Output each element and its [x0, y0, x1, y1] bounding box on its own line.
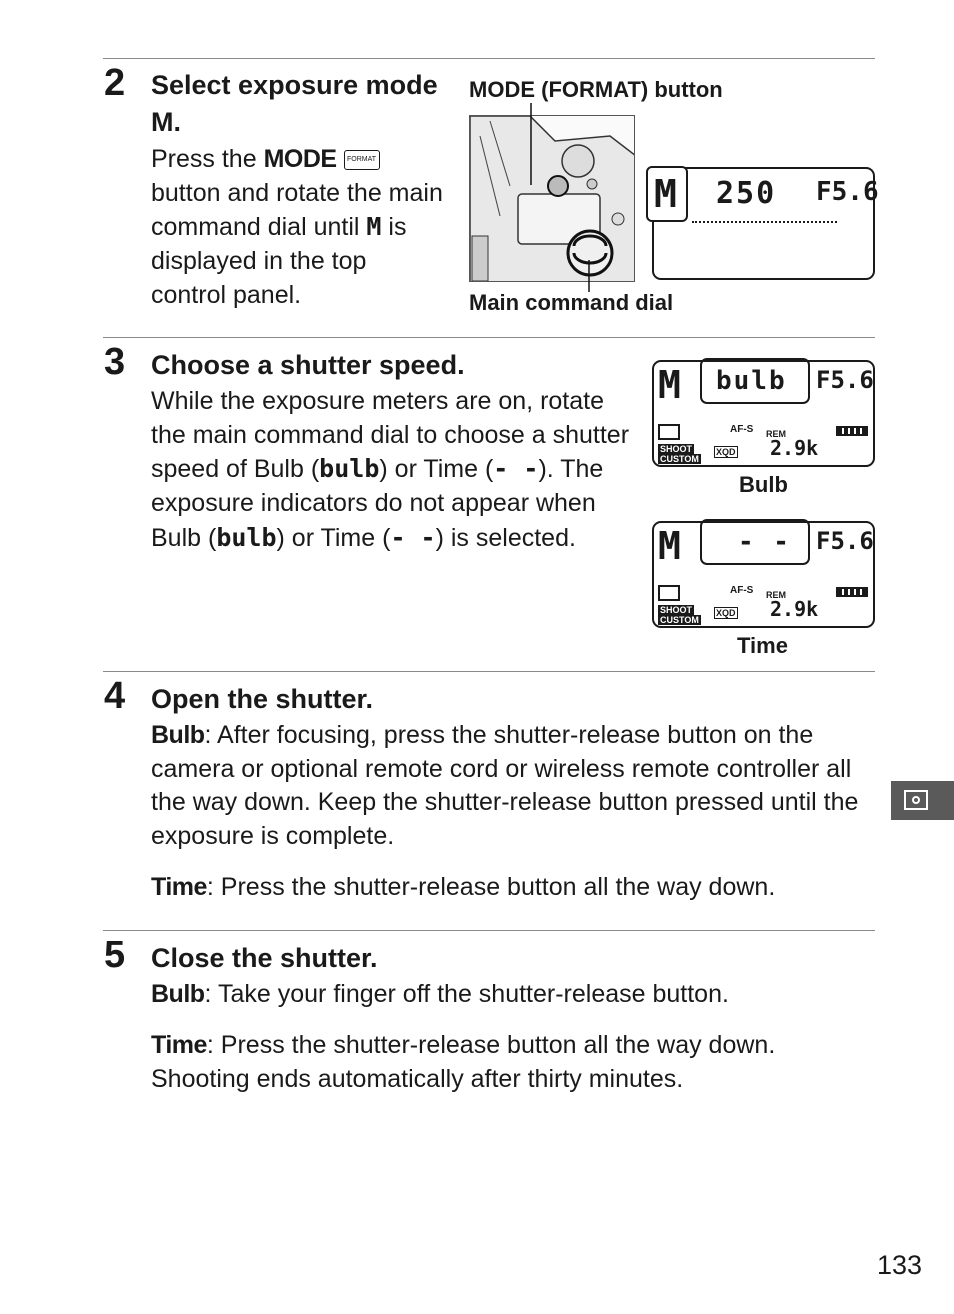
card-label: XQD [716, 608, 736, 618]
exposure-indicator [692, 221, 837, 233]
section-rule [103, 930, 875, 931]
step-body: Press the MODE FORMAT button and rotate the main command dial until M is displayed in the top control panel. [151, 145, 443, 309]
time-glyph: - - [493, 454, 539, 484]
format-icon: FORMAT [344, 150, 380, 170]
lcd-mode: M [658, 363, 681, 407]
time-lcd [652, 521, 875, 628]
section-rule [103, 671, 875, 672]
step-title: Choose a shutter speed. [151, 350, 465, 380]
time-caption: Time [737, 633, 788, 658]
page-number: 133 [876, 1250, 922, 1280]
rem-label: REM [766, 429, 786, 439]
time-instruction: Time: Press the shutter-release button all the way down. Shooting ends automatically after thirty minutes. [151, 1031, 776, 1093]
rem-label: REM [766, 590, 786, 600]
metering-icon [904, 790, 928, 810]
lcd-mode: M [654, 172, 677, 216]
card-label: XQD [716, 447, 736, 457]
step-number: 4 [104, 675, 126, 717]
step-body: While the exposure meters are on, rotate the main command dial to choose a shutter speed of Bulb (bulb) or Time (- -). The exposure indicators do not appear when Bulb (bulb) or Time (- -) is selected. [151, 387, 630, 552]
lcd-aperture: F5.6 [816, 177, 879, 207]
callout-lines [0, 0, 954, 330]
battery-icon [836, 587, 868, 597]
mode-button-callout: MODE (FORMAT) button [469, 77, 723, 102]
bulb-glyph: bulb [216, 522, 277, 552]
shots-remaining: 2.9k [770, 597, 819, 621]
af-mode: AF-S [730, 424, 754, 435]
time-glyph: - - [390, 522, 436, 552]
step-number: 3 [104, 341, 126, 383]
step-title: Select exposure mode M. [151, 70, 438, 137]
bulb-instruction: Bulb: Take your finger off the shutter-release button. [151, 980, 729, 1008]
bulb-glyph: bulb [319, 454, 380, 484]
shots-remaining: 2.9k [770, 436, 819, 460]
time-term: Time [151, 873, 207, 901]
bulb-term: Bulb [151, 980, 205, 1008]
step-title: Close the shutter. [151, 943, 378, 973]
bulb-lcd [652, 360, 875, 467]
lcd-shutter-speed: bulb [716, 366, 787, 396]
lcd-shutter-speed: 250 [716, 176, 777, 211]
bulb-instruction: Bulb: After focusing, press the shutter-release button on the camera or optional remote cord or wireless remote controller all the way down. Keep the shutter-release button pressed until the exposure is complete. [151, 721, 859, 851]
battery-icon [836, 426, 868, 436]
time-instruction: Time: Press the shutter-release button all the way down. [151, 873, 776, 901]
lcd-mode: M [658, 524, 681, 568]
lcd-shutter-speed: - - [738, 527, 791, 557]
step-number: 5 [104, 934, 126, 976]
shoot-label: SHOOT [660, 444, 693, 454]
bulb-term: Bulb [151, 721, 205, 749]
mode-m-glyph: M [366, 212, 382, 242]
section-rule [103, 337, 875, 338]
shoot-label: SHOOT [660, 605, 693, 615]
lcd-aperture: F5.6 [816, 366, 874, 394]
main-command-dial-callout: Main command dial [469, 290, 674, 315]
lcd-aperture: F5.6 [816, 527, 874, 555]
af-mode: AF-S [730, 585, 754, 596]
metering-icon [658, 585, 680, 601]
custom-label: CUSTOM [660, 454, 699, 464]
bulb-caption: Bulb [739, 472, 788, 497]
chapter-tab[interactable] [891, 781, 954, 820]
top-control-panel-lcd [652, 167, 879, 280]
mode-label: MODE [263, 145, 337, 173]
custom-label: CUSTOM [660, 615, 699, 625]
metering-icon [658, 424, 680, 440]
step-number: 2 [104, 62, 126, 104]
time-term: Time [151, 1031, 207, 1059]
step-title: Open the shutter. [151, 684, 374, 714]
